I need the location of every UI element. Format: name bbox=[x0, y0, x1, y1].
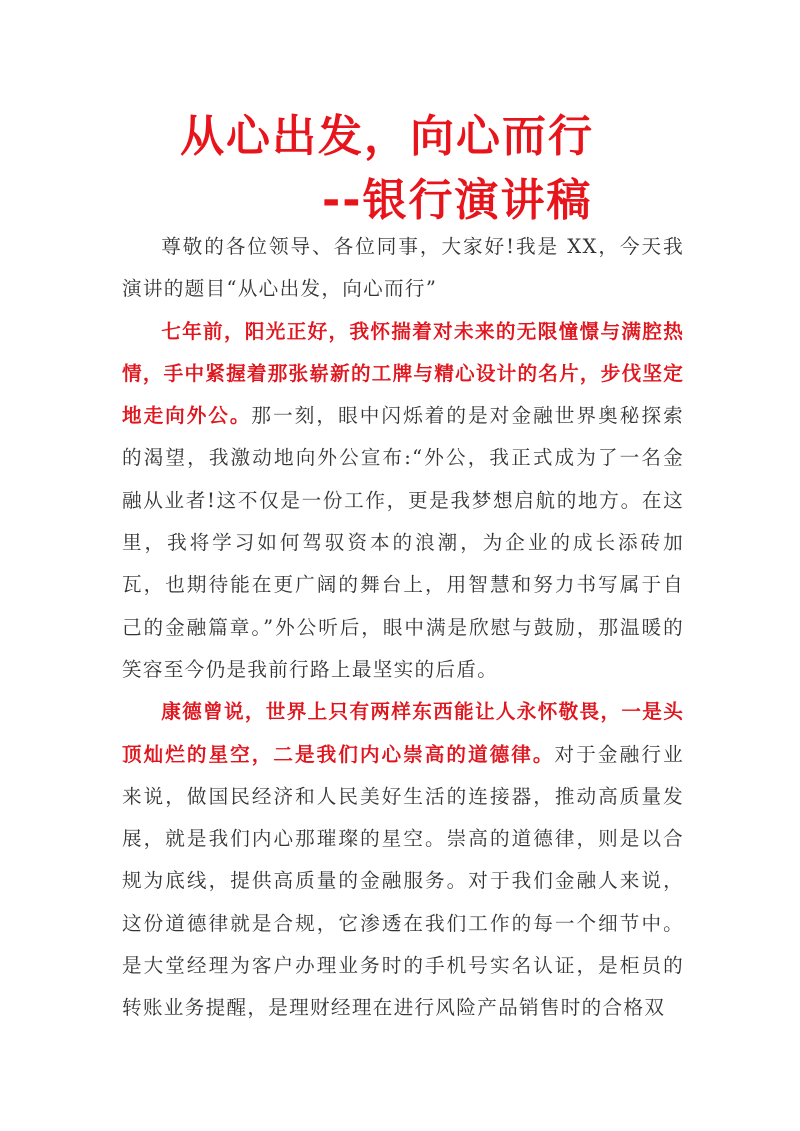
paragraph-highlight: 康德曾说，世界上只有两样东西能让人永怀敬畏，一是头顶灿烂的星空，二是我们内心崇高的道德律。 bbox=[122, 700, 684, 766]
paragraph-text: 对于金融行业来说，做国民经济和人民美好生活的连接器，推动高质量发展，就是我们内心那璀璨的星空。崇高的道德律，则是以合规为底线，提供高质量的金融服务。对于我们金融人来说，这份道德律就是合规，它渗透在我们工作的每一个细节中。是大堂经理为客户办理业务时的手机号实名认证，是柜员的转账业务提醒，是理财经理在进行风险产品销售时的合格双 bbox=[122, 742, 684, 1020]
paragraph-highlight: 七年前，阳光正好，我怀揣着对未来的无限憧憬与满腔热情，手中紧握着那张崭新的工牌与精心设计的名片，步伐坚定地走向外公。 bbox=[122, 319, 684, 428]
paragraph-greeting bbox=[122, 226, 684, 311]
paragraph-text: 那一刻，眼中闪烁着的是对金融世界奥秘探索的渴望，我激动地向外公宣布:“外公，我正式成为了一名金融从业者!这不仅是一份工作，更是我梦想启航的地方。在这里，我将学习如何驾驭资本的浪潮，为企业的成长添砖加瓦，也期待能在更广阔的舞台上，用智慧和努力书写属于自己的金融篇章。”外公听后，眼中满是欣慰与鼓励，那温暖的笑容至今仍是我前行路上最坚实的后盾。 bbox=[122, 404, 685, 681]
paragraph-text: 尊敬的各位领导、各位同事，大家好!我是 XX，今天我演讲的题目“从心出发，向心而行” bbox=[122, 235, 684, 301]
speech-body bbox=[122, 226, 684, 1030]
title-main: 从心出发，向心而行 bbox=[180, 111, 594, 162]
paragraph-seven-years-ago bbox=[122, 311, 684, 692]
title-subtitle: --银行演讲稿 bbox=[322, 175, 593, 226]
paragraph-kant-quote bbox=[122, 691, 684, 1029]
